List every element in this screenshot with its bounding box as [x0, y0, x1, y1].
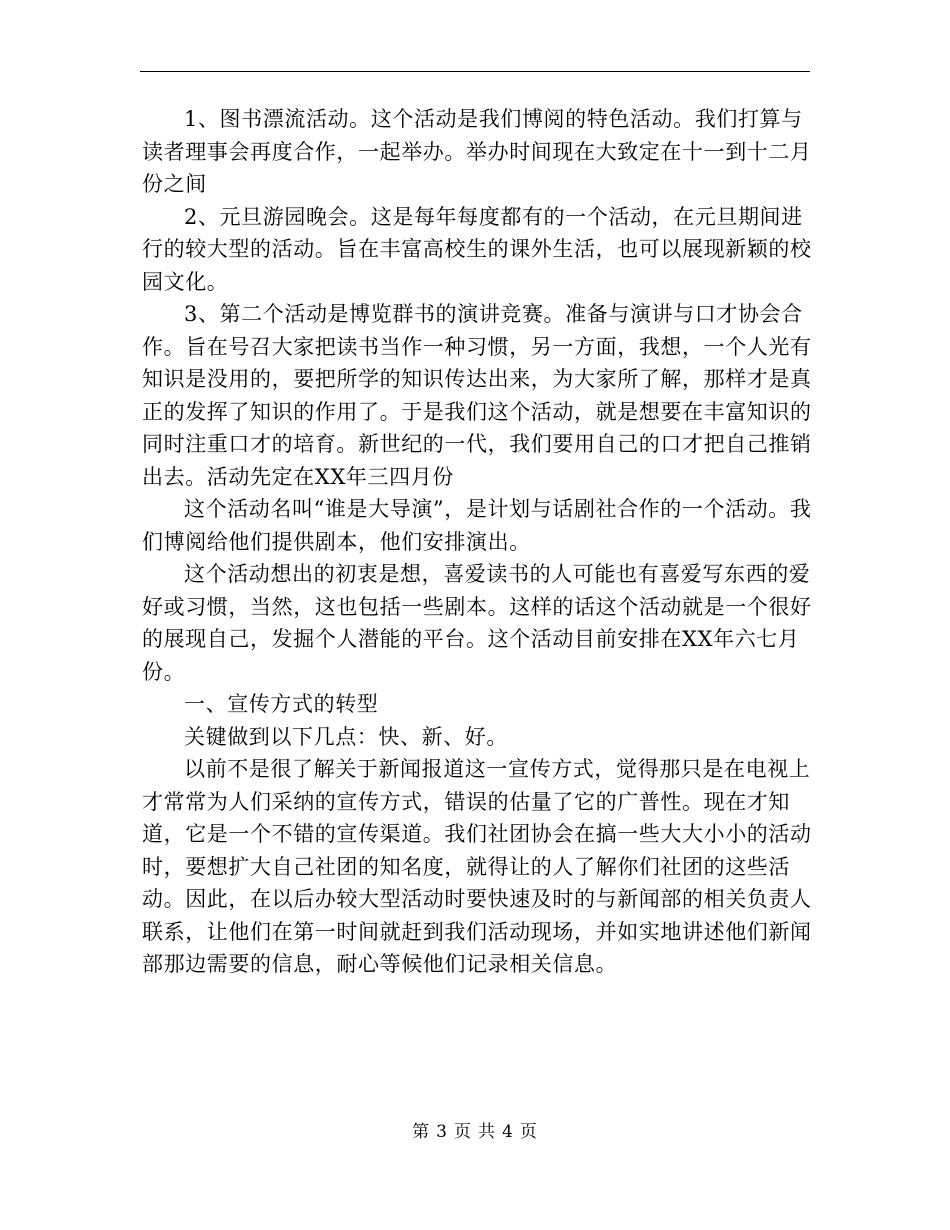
footer-total-word: 共 — [478, 1122, 496, 1142]
paragraph-activity-purpose: 这个活动想出的初衷是想，喜爱读书的人可能也有喜爱写东西的爱好或习惯，当然，这也包括一些剧本。这样的话这个活动就是一个很好的展现自己，发掘个人潜能的平台。这个活动目前安排在XX年六七月份。 — [142, 562, 812, 684]
paragraph-new-year-gala: 2、元旦游园晚会。这是每年每度都有的一个活动，在元旦期间进行的较大型的活动。旨在丰富高校生的课外生活，也可以展现新颖的校园文化。 — [142, 204, 812, 294]
document-body — [142, 103, 812, 981]
total-page-number: 4 — [502, 1122, 514, 1142]
section-heading-publicity: 一、宣传方式的转型 — [184, 692, 379, 716]
footer-prefix: 第 — [412, 1122, 431, 1142]
paragraph-book-drifting: 1、图书漂流活动。这个活动是我们博阅的特色活动。我们打算与读者理事会再度合作，一起举办。举办时间现在大致定在十一到十二月份之间 — [142, 107, 812, 196]
footer-suffix: 页 — [519, 1122, 538, 1142]
paragraph-speech-contest: 3、第二个活动是博览群书的演讲竞赛。准备与演讲与口才协会合作。旨在号召大家把读书当作一种习惯，另一方面，我想，一个人光有知识是没用的，要把所学的知识传达出来，为大家所了解，那样才是真正的发挥了知识的作用了。于是我们这个活动，就是想要在丰富知识的同时注重口才的培育。新世纪的一代，我们要用自己的口才把自己推销出去。活动先定在XX年三四月份 — [142, 302, 812, 489]
current-page-number: 3 — [436, 1122, 448, 1142]
footer-page-word: 页 — [454, 1122, 472, 1142]
header-rule — [140, 71, 810, 72]
paragraph-key-points: 关键做到以下几点：快、新、好。 — [184, 724, 508, 749]
paragraph-news-reporting: 以前不是很了解关于新闻报道这一宣传方式，觉得那只是在电视上才常常为人们采纳的宣传方式，错误的估量了它的广普性。现在才知道，它是一个不错的宣传渠道。我们社团协会在搞一些大大小小的活动时，要想扩大自己社团的知名度，就得让的人了解你们社团的这些活动。因此，在以后办较大型活动时要快速及时的与新闻部的相关负责人联系，让他们在第一时间就赶到我们活动现场，并如实地讲述他们新闻部那边需要的信息，耐心等候他们记录相关信息。 — [142, 757, 812, 976]
page-footer — [0, 1117, 950, 1142]
paragraph-director-activity: 这个活动名叫“谁是大导演”，是计划与话剧社合作的一个活动。我们博阅给他们提供剧本，他们安排演出。 — [142, 497, 812, 554]
